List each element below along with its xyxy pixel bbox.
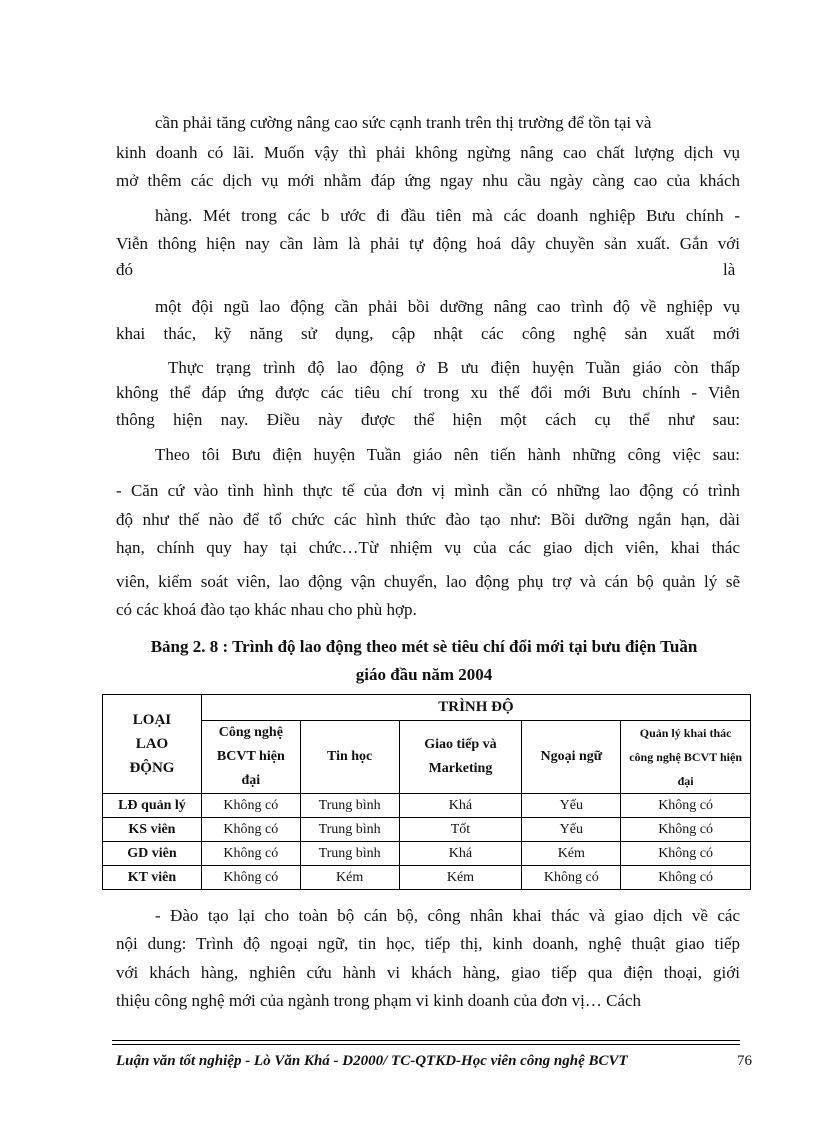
table-row bbox=[103, 842, 751, 866]
row-label: LĐ quản lý bbox=[103, 794, 202, 818]
body-text-line: thiệu công nghệ mới của ngành trong phạm vi kinh doanh của đơn vị… Cách bbox=[116, 991, 642, 1010]
table-cell: Kém bbox=[522, 842, 621, 866]
column-header: Tin học bbox=[300, 721, 399, 794]
table-cell: Không có bbox=[621, 866, 751, 890]
body-text-line: hạn, chính quy hay tại chức…Từ nhiệm vụ của các giao dịch viên, khai thác bbox=[116, 538, 740, 557]
footer-divider bbox=[112, 1044, 740, 1045]
table-cell: Không có bbox=[201, 866, 300, 890]
table-cell: Trung bình bbox=[300, 818, 399, 842]
body-text-line: - Căn cứ vào tình hình thực tế của đơn vị mình cần có những lao động có trình bbox=[116, 481, 740, 500]
table-caption: giáo đầu năm 2004 bbox=[355, 665, 493, 684]
column-header: Ngoại ngữ bbox=[522, 721, 621, 794]
table-cell: Trung bình bbox=[300, 794, 399, 818]
body-text-line: - Đào tạo lại cho toàn bộ cán bộ, công nhân khai thác và giao dịch về các bbox=[155, 906, 740, 925]
table-caption: Bảng 2. 8 : Trình độ lao động theo mét sè tiêu chí đổi mới tại bưu điện Tuần bbox=[150, 637, 698, 656]
table-cell: Không có bbox=[201, 794, 300, 818]
table-cell: Kém bbox=[399, 866, 522, 890]
body-text-line: viên, kiểm soát viên, lao động vận chuyển, lao động phụ trợ và cán bộ quản lý sẽ bbox=[116, 572, 740, 591]
column-header: Công nghệ BCVT hiện đại bbox=[201, 721, 300, 794]
table-cell: Không có bbox=[621, 818, 751, 842]
column-header: Quản lý khai thác công nghệ BCVT hiện đại bbox=[621, 721, 751, 794]
table-row bbox=[103, 818, 751, 842]
row-label: KT viên bbox=[103, 866, 202, 890]
body-text-line: một đội ngũ lao động cần phải bồi dưỡng nâng cao trình độ về nghiệp vụ bbox=[155, 297, 740, 316]
table-cell: Yếu bbox=[522, 818, 621, 842]
page-number: 76 bbox=[737, 1053, 752, 1069]
row-label: GD viên bbox=[103, 842, 202, 866]
table-cell: Không có bbox=[621, 842, 751, 866]
table-cell: Tốt bbox=[399, 818, 522, 842]
body-text-line: cần phải tăng cường nâng cao sức cạnh tranh trên thị trường để tồn tại và bbox=[155, 113, 652, 132]
table-cell: Không có bbox=[201, 842, 300, 866]
body-text-line: nội dung: Trình độ ngoại ngữ, tin học, tiếp thị, kinh doanh, nghệ thuật giao tiếp bbox=[116, 934, 740, 953]
body-text-line: mở thêm các dịch vụ mới nhằm đáp ứng ngay nhu cầu ngày càng cao của khách bbox=[116, 171, 740, 190]
body-text-line: Thực trạng trình độ lao động ở B ưu điện huyện Tuần giáo còn thấp bbox=[168, 358, 740, 377]
body-text-line: hàng. Mét trong các b ước đi đầu tiên mà các doanh nghiệp Bưu chính - bbox=[155, 206, 740, 225]
body-text-line: Viễn thông hiện nay cần làm là phải tự động hoá dây chuyền sản xuất. Gắn với bbox=[116, 234, 740, 253]
body-text-line: thông hiện nay. Điều này được thể hiện một cách cụ thể như sau: bbox=[116, 410, 740, 429]
table-cell: Kém bbox=[300, 866, 399, 890]
group-header: TRÌNH ĐỘ bbox=[201, 695, 750, 721]
table-cell: Khá bbox=[399, 794, 522, 818]
body-text-line: đó bbox=[116, 260, 133, 279]
skills-table bbox=[102, 694, 751, 890]
body-text-line: khai thác, kỹ năng sử dụng, cập nhật các công nghệ sản xuất mới bbox=[116, 324, 740, 343]
body-text-line: là bbox=[723, 260, 736, 279]
row-label: KS viên bbox=[103, 818, 202, 842]
table-cell: Không có bbox=[621, 794, 751, 818]
table-cell: Trung bình bbox=[300, 842, 399, 866]
table-cell: Không có bbox=[522, 866, 621, 890]
body-text-line: kinh doanh có lãi. Muốn vậy thì phải không ngừng nâng cao chất lượng dịch vụ bbox=[116, 143, 740, 162]
body-text-line: có các khoá đào tạo khác nhau cho phù hợp. bbox=[116, 600, 417, 619]
table-row bbox=[103, 794, 751, 818]
column-header: Giao tiếp và Marketing bbox=[399, 721, 522, 794]
table-cell: Không có bbox=[201, 818, 300, 842]
body-text-line: với khách hàng, nghiên cứu hành vi khách hàng, giao tiếp qua điện thoại, giới bbox=[116, 963, 740, 982]
body-text-line: Theo tôi Bưu điện huyện Tuần giáo nên tiến hành những công việc sau: bbox=[155, 445, 740, 464]
table-cell: Khá bbox=[399, 842, 522, 866]
footer-divider bbox=[112, 1040, 740, 1041]
row-header-label: LOẠI LAO ĐỘNG bbox=[103, 695, 202, 794]
body-text-line: độ như thế nào để tổ chức các hình thức đào tạo như: Bồi dưỡng ngắn hạn, dài bbox=[116, 510, 740, 529]
footer-text: Luận văn tốt nghiệp - Lò Văn Khá - D2000/ TC-QTKD-Học viên công nghệ BCVT bbox=[116, 1053, 628, 1069]
table-row bbox=[103, 866, 751, 890]
table-cell: Yếu bbox=[522, 794, 621, 818]
body-text-line: không thể đáp ứng được các tiêu chí trong xu thế đổi mới Bưu chính - Viễn bbox=[116, 383, 740, 402]
